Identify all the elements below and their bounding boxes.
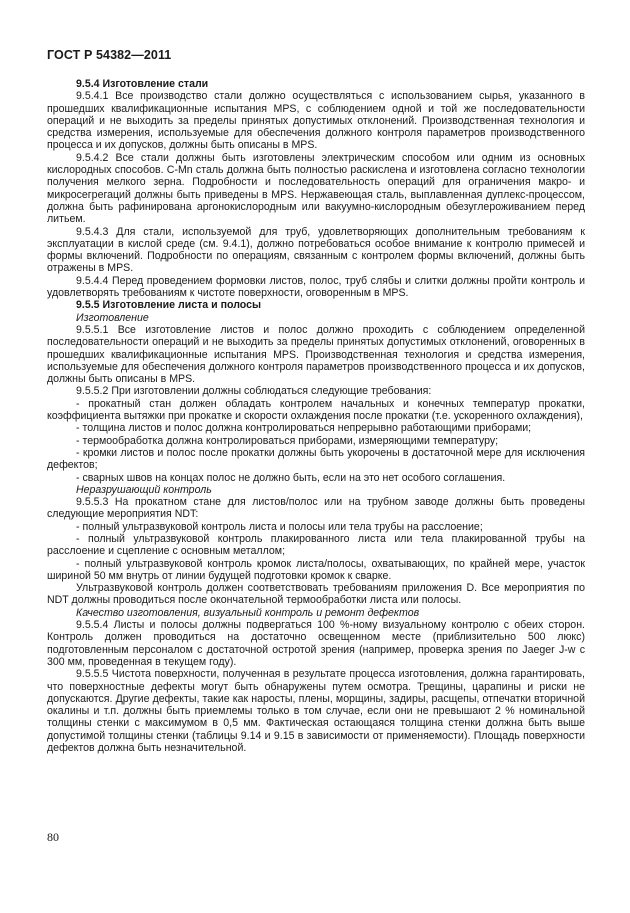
paragraph: 9.5.4.4 Перед проведением формовки листов, полос, труб слябы и слитки должны пройти контроль и удовлетворять требованиям к чистоте поверхности, оговоренным в MPS. (47, 274, 585, 300)
list-item: - термообработка должна контролироваться приборами, измеряющими температуру; (76, 434, 499, 447)
paragraph: 9.5.5.3 На прокатном стане для листов/полос или на трубном заводе должны быть проведены следующие мероприятия NDT: (47, 496, 585, 521)
paragraph: 9.5.5.4 Листы и полосы должны подвергаться 100 %-ному визуальному контролю с обеих сторон. Контроль должен проводиться на достаточно освещенном месте (приблизительно 500 люкс) подготовленным персоналом с достаточной остротой зрения (например, проверка зрения по Jaeger J-w с 300 мм, проведенная в текущем году). (47, 619, 585, 668)
paragraph: Ультразвуковой контроль должен соответствовать требованиям приложения D. Все мероприятия по NDT должны проводиться после окончательной термообработки листа или полосы. (47, 582, 585, 607)
list-item: - полный ультразвуковой контроль листа и полосы или тела трубы на расслоение; (76, 520, 483, 533)
subsection-title: Неразрушающий контроль (76, 483, 212, 496)
subsection-title: Изготовление (76, 311, 149, 324)
paragraph: 9.5.4.2 Все стали должны быть изготовлены электрическим способом или одним из основных кислородных способов. C-Mn сталь должна быть полностью раскислена и изготовлена согласно технологии получения мелкого зерна. Подробности и последовательность операций для ограничения макро- и микросегрегаций должны быть приведены в MPS. Нержавеющая сталь, выплавленная дуплекс-процессом, должна быть рафинирована аргонокислородным или вакуумно-кислородным обезуглероживанием перед литьем. (47, 151, 585, 226)
list-item: - полный ультразвуковой контроль плакированного листа или тела плакированной трубы на расслоение и сцепление с основным металлом; (47, 532, 585, 558)
page-number: 80 (47, 830, 59, 844)
list-item: - толщина листов и полос должна контролироваться непрерывно работающими приборами; (76, 422, 532, 435)
list-item: - кромки листов и полос после прокатки должны быть укорочены в достаточной мере для исключения дефектов; (47, 446, 585, 472)
list-item: - сварных швов на концах полос не должно быть, если на это нет особого соглашения. (76, 471, 506, 484)
list-item: - полный ультразвуковой контроль кромок листа/полосы, охватывающих, по крайней мере, участок шириной 50 мм внутрь от линии будущей подготовки кромок к сварке. (47, 557, 585, 582)
subsection-title: Качество изготовления, визуальный контроль и ремонт дефектов (76, 606, 420, 619)
section-heading: 9.5.4 Изготовление стали (76, 78, 209, 90)
section-heading: 9.5.5 Изготовление листа и полосы (76, 299, 262, 312)
paragraph: 9.5.5.2 При изготовлении должны соблюдаться следующие требования: (76, 385, 432, 398)
paragraph: 9.5.4.1 Все производство стали должно осуществляться с использованием сырья, указанного в прошедших квалификационные испытания MPS, с соблюдением одной и той же последовательности операций и не выходить за пределы принятых допустимых отклонений. Производственная технология и средства измерения, используемые для обеспечения должного контроля параметров производственного процесса и их допусков, должны быть описаны в MPS. (47, 90, 585, 152)
paragraph: 9.5.5.1 Все изготовление листов и полос должно проходить с соблюдением определенной последовательности операций и не выходить за пределы принятых допустимых отклонений, оговоренных в прошедших квалификационные испытания MPS. Производственная технология и средства измерения, используемые для обеспечения должного контроля параметров производственного процесса и их допусков, должны быть описаны в MPS. (47, 323, 585, 386)
document-header: ГОСТ Р 54382—2011 (47, 48, 172, 62)
list-item: - прокатный стан должен обладать контролем начальных и конечных температур прокатки, коэффициента вытяжки при прокатке и скорости охлаждения после прокатки (т.е. ускоренного охлаждения), (47, 397, 585, 423)
document-body (47, 78, 585, 754)
paragraph: 9.5.5.5 Чистота поверхности, полученная в результате процесса изготовления, должна гарантировать, что поверхностные дефекты могут быть обнаружены путем осмотра. Трещины, царапины и риски не допускаются. Другие дефекты, такие как наросты, плены, морщины, задиры, расщепы, отпечатки вторичной окалины и т.п. должны быть приемлемы только в том случае, если они не превышают 2 % номинальной толщины стенки с максимумом в 0,5 мм. Фактическая остающаяся толщина стенки должна быть выше допустимой толщины стенки (таблицы 9.14 и 9.15 в зависимости от применяемости). Площадь поверхности дефектов должна быть незначительной. (47, 668, 585, 755)
paragraph: 9.5.4.3 Для стали, используемой для труб, удовлетворяющих дополнительным требованиям к эксплуатации в кислой среде (см. 9.4.1), должно потребоваться особое внимание к контролю примесей и формы включений. Подробности по операциям, связанным с контролем формы включений, должны быть отражены в MPS. (47, 225, 585, 275)
